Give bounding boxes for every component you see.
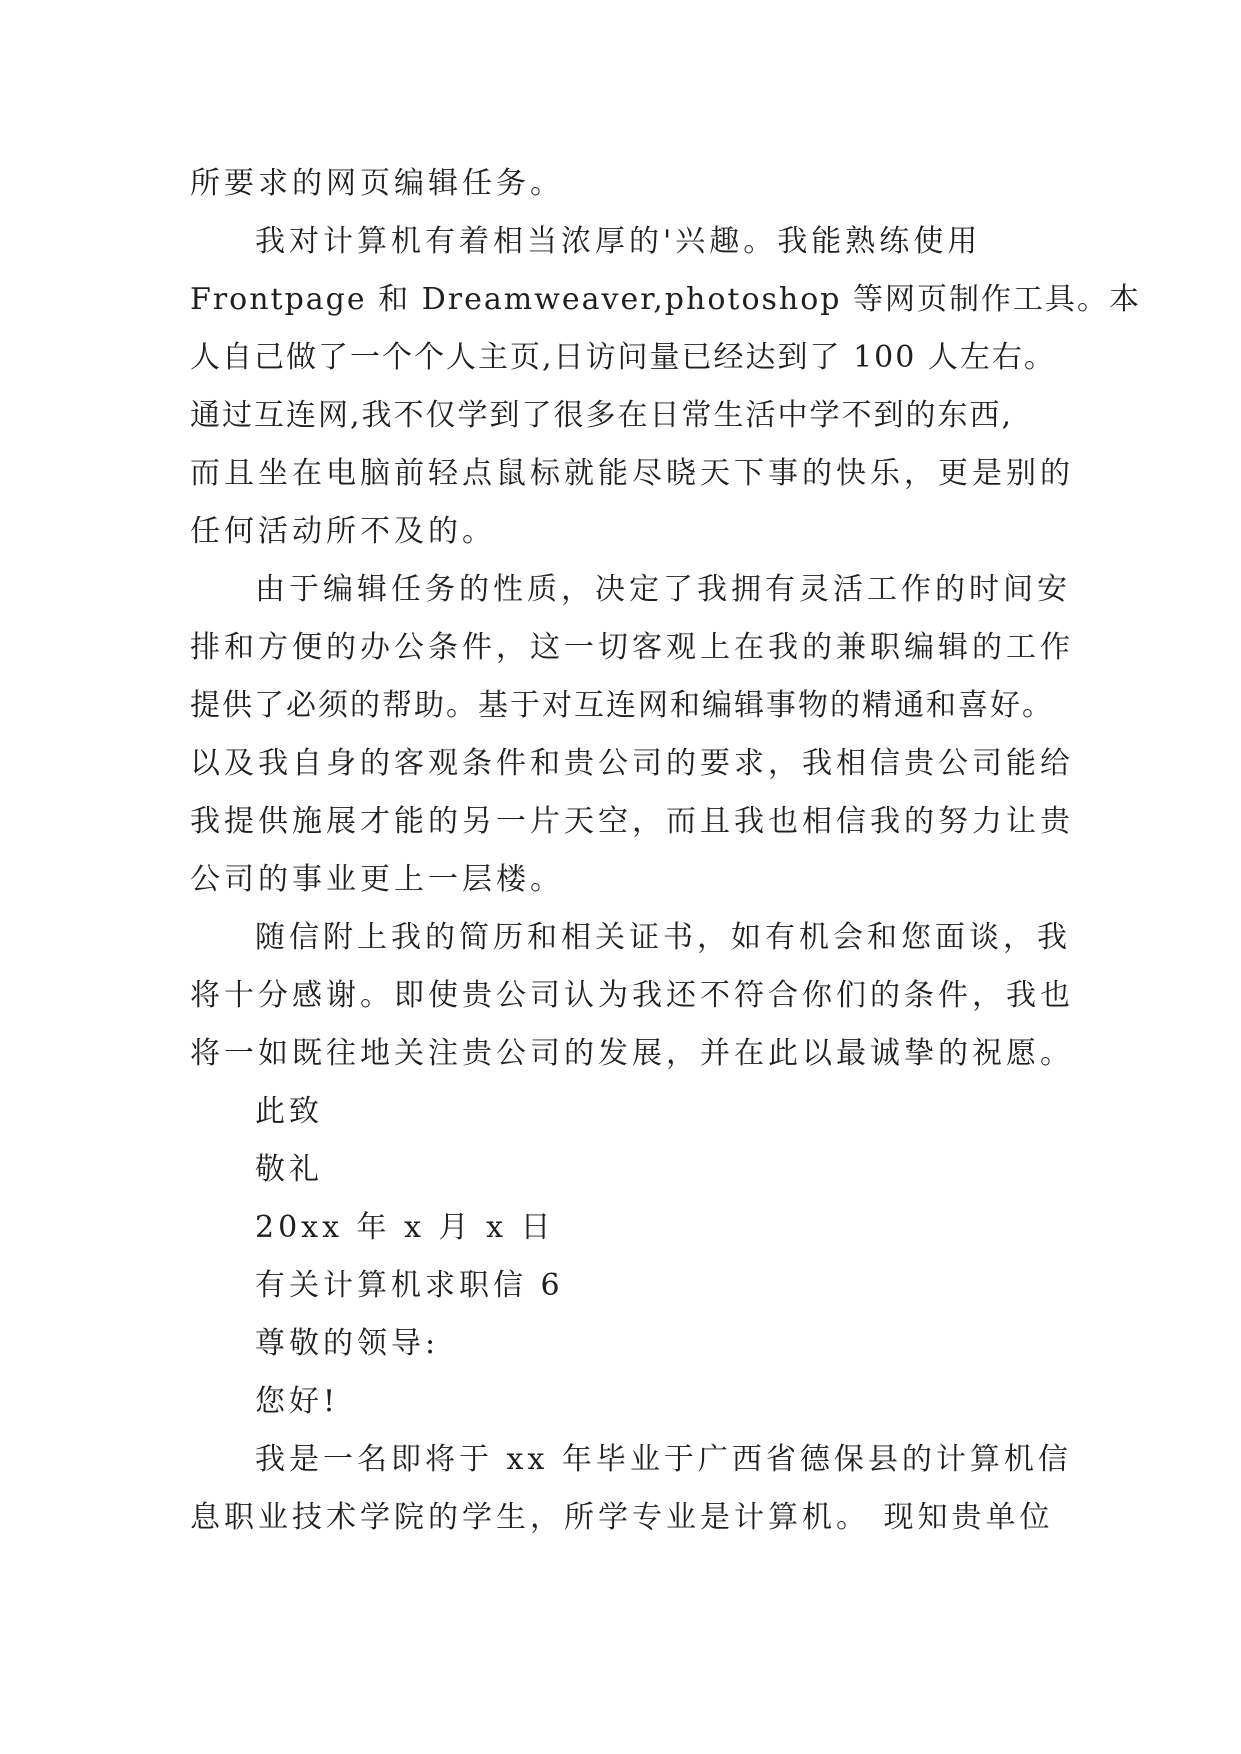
text-line: 由于编辑任务的性质，决定了我拥有灵活工作的时间安 — [255, 572, 1071, 607]
text-line: 随信附上我的简历和相关证书，如有机会和您面谈，我 — [255, 920, 1071, 955]
text-line: 通过互连网,我不仅学到了很多在日常生活中学不到的东西, — [190, 398, 1014, 433]
text-line: 息职业技术学院的学生，所学专业是计算机。 现知贵单位 — [190, 1500, 1054, 1535]
text-line: 任何活动所不及的。 — [190, 514, 496, 549]
text-line: 而且坐在电脑前轻点鼠标就能尽晓天下事的快乐，更是别的 — [190, 456, 1074, 491]
greeting-hello: 您好! — [255, 1384, 340, 1419]
closing-regards: 敬礼 — [255, 1152, 323, 1187]
text-line: 公司的事业更上一层楼。 — [190, 862, 564, 897]
text-line: 以及我自身的客观条件和贵公司的要求，我相信贵公司能给 — [190, 746, 1074, 781]
text-line: 所要求的网页编辑任务。 — [190, 166, 564, 201]
text-line: 我提供施展才能的另一片天空，而且我也相信我的努力让贵 — [190, 804, 1074, 839]
text-line: 我是一名即将于 xx 年毕业于广西省德保县的计算机信 — [255, 1442, 1072, 1477]
letter-date: 20xx 年 x 月 x 日 — [255, 1210, 555, 1245]
text-line: 排和方便的办公条件，这一切客观上在我的兼职编辑的工作 — [190, 630, 1074, 665]
text-line: 将十分感谢。即使贵公司认为我还不符合你们的条件，我也 — [190, 978, 1074, 1013]
text-line: 提供了必须的帮助。基于对互连网和编辑事物的精通和喜好。 — [190, 688, 1054, 723]
text-line: 将一如既往地关注贵公司的发展，并在此以最诚挚的祝愿。 — [190, 1036, 1074, 1071]
text-line: 我对计算机有着相当浓厚的'兴趣。我能熟练使用 — [255, 224, 982, 259]
section-heading: 有关计算机求职信 6 — [255, 1268, 564, 1303]
closing-salutation: 此致 — [255, 1094, 323, 1129]
text-line: 人自己做了一个个人主页,日访问量已经达到了 100 人左右。 — [190, 340, 1056, 375]
greeting: 尊敬的领导: — [255, 1326, 440, 1361]
text-line: Frontpage 和 Dreamweaver,photoshop 等网页制作工具。本 — [190, 282, 1142, 317]
